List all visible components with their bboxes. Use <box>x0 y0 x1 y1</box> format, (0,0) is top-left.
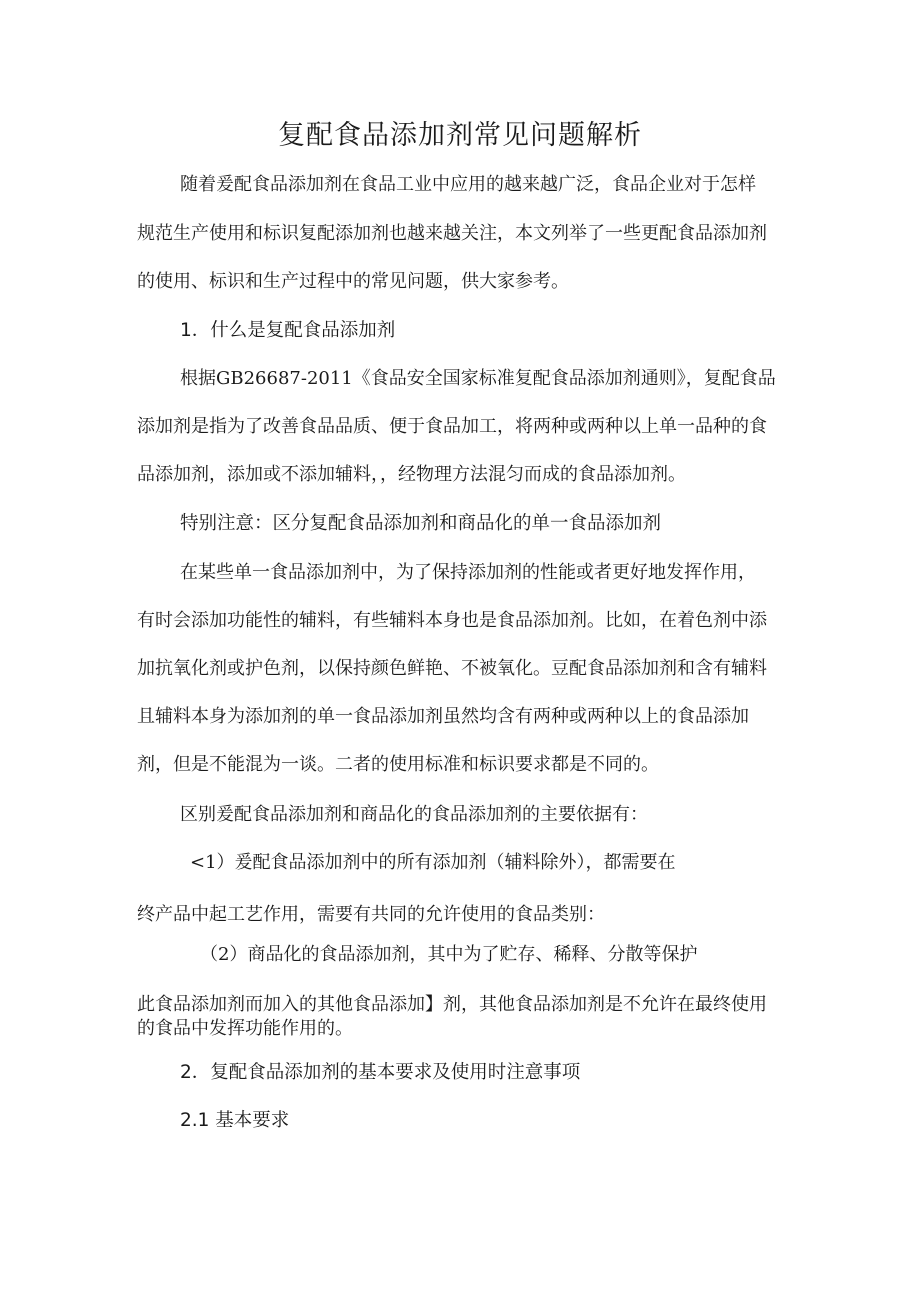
section-1-line-3: 品添加剂，添加或不添加辅料，，经物理方法混匀而成的食品添加剂。 <box>137 464 686 485</box>
note-line-3: 加抗氧化剂或护色剂，以保持颜色鲜艳、不被氧化。豆配食品添加剂和含有辅料 <box>137 658 767 679</box>
note-line-5: 剂，但是不能混为一谈。二者的使用标准和标识要求都是不同的。 <box>137 754 659 775</box>
note-heading: 特别注意：区分复配食品添加剂和商品化的单一食品添加剂 <box>180 513 662 534</box>
point-1-line-1: <1）爰配食品添加剂中的所有添加剂（辅料除外），都需要在 <box>190 852 676 873</box>
section-2-heading: 2．复配食品添加剂的基本要求及使用时注意事项 <box>180 1062 581 1083</box>
section-2-1-heading: 2.1 基本要求 <box>180 1110 290 1131</box>
note-line-2: 有时会添加功能性的辅料，有些辅料本身也是食品添加剂。比如，在着色剂中添 <box>137 610 767 631</box>
section-1-line-1: 根据GB26687-2011《食品安全国家标准复配食品添加剂通则》，复配食品 <box>180 368 776 389</box>
note-line-4: 且辅料本身为添加剂的单一食品添加剂虽然均含有两种或两种以上的食品添加 <box>137 706 749 727</box>
note-line-1: 在某些单一食品添加剂中，为了保持添加剂的性能或者更好地发挥作用， <box>180 562 756 583</box>
point-2-line-1: （2）商品化的食品添加剂，其中为了贮存、稀释、分散等保护 <box>200 944 698 965</box>
point-2-line-2: 此食品添加剂而加入的其他食品添加】剂，其他食品添加剂是不允许在最终使用 <box>137 994 767 1015</box>
intro-line-1: 随着爰配食品添加剂在食品工业中应用的越来越广泛，食品企业对于怎样 <box>180 174 756 195</box>
section-1-heading: 1．什么是复配食品添加剂 <box>180 320 396 341</box>
point-1-line-2: 终产品中起工艺作用，需要有共同的允许使用的食品类别： <box>137 904 605 925</box>
intro-line-2: 规范生产使用和标识复配添加剂也越来越关注，本文列举了一些更配食品添加剂 <box>137 223 767 244</box>
document-title: 复配食品添加剂常见问题解析 <box>278 120 642 151</box>
point-2-line-3: 的食品中发挥功能作用的。 <box>137 1018 353 1039</box>
section-1-line-2: 添加剂是指为了改善食品品质、便于食品加工，将两种或两种以上单一品种的食 <box>137 416 767 437</box>
basis-intro: 区别爰配食品添加剂和商品化的食品添加剂的主要依据有： <box>180 804 648 825</box>
intro-line-3: 的使用、标识和生产过程中的常见问题，供大家参考。 <box>137 271 569 292</box>
